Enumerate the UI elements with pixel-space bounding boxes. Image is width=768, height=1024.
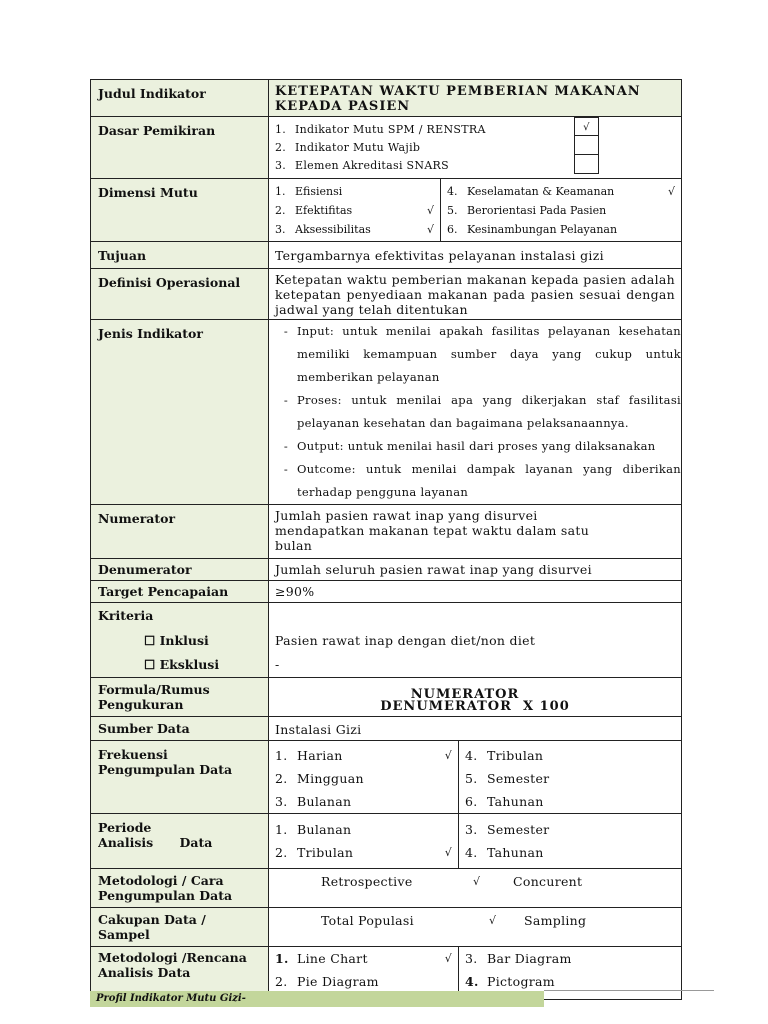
periode-cell bbox=[269, 814, 682, 869]
denumerator-value: Jumlah seluruh pasien rawat inap yang disurvei bbox=[269, 559, 682, 581]
list-item bbox=[275, 435, 681, 458]
bullet-dash: - bbox=[283, 324, 289, 338]
footer-text: Profil Indikator Mutu Gizi- bbox=[96, 993, 246, 1004]
label-formula: Formula/Rumus Pengukuran bbox=[91, 678, 269, 717]
checkbox-icon: ☐ bbox=[144, 657, 156, 672]
label-inklusi-row bbox=[98, 629, 261, 653]
list-item bbox=[465, 947, 675, 970]
item-number: 1. bbox=[275, 951, 289, 966]
item-number: 1. bbox=[275, 748, 288, 763]
label-eksklusi: Eksklusi bbox=[159, 657, 220, 672]
dimensi-right bbox=[440, 179, 681, 241]
item-number: 6. bbox=[447, 223, 458, 236]
list-item bbox=[275, 201, 434, 220]
formula bbox=[275, 681, 675, 713]
item-number: 1. bbox=[275, 122, 287, 136]
list-item bbox=[275, 138, 675, 156]
cakupan-cell bbox=[269, 908, 682, 947]
item-text: Bulanan bbox=[297, 822, 352, 837]
list-item bbox=[275, 182, 434, 201]
item-number: 3. bbox=[465, 951, 478, 966]
item-number: 1. bbox=[275, 822, 288, 837]
checkbox-column bbox=[574, 117, 599, 174]
item-number: 3. bbox=[465, 822, 478, 837]
dimensi-cell bbox=[269, 179, 682, 242]
kriteria-values bbox=[269, 603, 682, 678]
item-number: 2. bbox=[275, 974, 288, 989]
list-item bbox=[465, 767, 675, 790]
item-number: 2. bbox=[275, 204, 286, 217]
item-text: Outcome: untuk menilai dampak layanan yang diberikan terhadap pengguna layanan bbox=[297, 462, 681, 499]
label-periode-line1 bbox=[98, 820, 228, 850]
list-item bbox=[465, 841, 675, 864]
metodologi-cara-options bbox=[275, 872, 675, 889]
item-number: 5. bbox=[447, 204, 458, 217]
label-metodologi-cara: Metodologi / Cara Pengumpulan Data bbox=[91, 869, 269, 908]
list-item bbox=[275, 790, 452, 813]
item-text: Berorientasi Pada Pasien bbox=[467, 204, 607, 217]
item-text: Tribulan bbox=[297, 845, 354, 860]
item-number: 3. bbox=[275, 158, 287, 172]
indicator-profile-table bbox=[90, 79, 682, 1000]
list-item bbox=[275, 818, 452, 841]
item-text: Keselamatan & Keamanan bbox=[467, 185, 615, 198]
numerator-value: Jumlah pasien rawat inap yang disurvei mendapatkan makanan tepat waktu dalam satu bulan bbox=[269, 505, 682, 559]
label-jenis: Jenis Indikator bbox=[91, 320, 269, 505]
item-text: Aksessibilitas bbox=[295, 223, 371, 236]
item-text: Efisiensi bbox=[295, 185, 343, 198]
label-periode-word1: Periode Analisis Data bbox=[98, 820, 213, 850]
item-text: Kesinambungan Pelayanan bbox=[467, 223, 618, 236]
item-text: Pie Diagram bbox=[297, 974, 379, 989]
label-inklusi: Inklusi bbox=[159, 633, 209, 648]
footer-divider bbox=[544, 990, 714, 991]
label-dasar: Dasar Pemikiran bbox=[91, 117, 269, 179]
list-item bbox=[275, 744, 452, 767]
bullet-dash: - bbox=[283, 462, 289, 476]
list-item bbox=[275, 767, 452, 790]
label-cakupan: Cakupan Data / Sampel bbox=[91, 908, 269, 947]
option-concurent: Concurent bbox=[513, 874, 583, 889]
item-text: Semester bbox=[487, 822, 550, 837]
jenis-list bbox=[269, 320, 682, 505]
list-item bbox=[275, 320, 681, 389]
option-sampling: Sampling bbox=[524, 913, 587, 928]
label-sumber: Sumber Data bbox=[91, 717, 269, 741]
item-text: Input: untuk menilai apakah fasilitas pelayanan kesehatan memiliki kemampuan sumber daya yang cukup untuk memberikan pelayanan bbox=[297, 324, 681, 384]
indicator-title: KETEPATAN WAKTU PEMBERIAN MAKANAN KEPADA PASIEN bbox=[269, 80, 682, 117]
option-total-populasi: Total Populasi bbox=[321, 913, 414, 928]
item-number: 2. bbox=[275, 845, 288, 860]
label-tujuan: Tujuan bbox=[91, 242, 269, 269]
item-number: 3. bbox=[275, 223, 286, 236]
dasar-list bbox=[269, 117, 682, 179]
sumber-value: Instalasi Gizi bbox=[269, 717, 682, 741]
item-number: 4. bbox=[447, 185, 458, 198]
formula-cell bbox=[269, 678, 682, 717]
checkbox-icon: ☐ bbox=[144, 633, 156, 648]
item-number: 4. bbox=[465, 974, 479, 989]
list-item bbox=[275, 120, 675, 138]
list-item bbox=[465, 818, 675, 841]
list-item bbox=[447, 182, 675, 201]
formula-multiplier: X 100 bbox=[523, 699, 570, 714]
dimensi-left bbox=[269, 179, 440, 241]
check-mark: √ bbox=[473, 875, 481, 888]
check-mark: √ bbox=[667, 185, 675, 198]
cakupan-options bbox=[275, 911, 675, 928]
label-judul: Judul Indikator bbox=[91, 80, 269, 117]
eksklusi-value: - bbox=[275, 657, 280, 672]
list-item bbox=[275, 841, 452, 864]
bullet-dash: - bbox=[283, 393, 289, 407]
checkbox-empty bbox=[574, 136, 599, 155]
item-text: Harian bbox=[297, 748, 343, 763]
formula-denominator-row bbox=[275, 701, 675, 713]
item-text: Semester bbox=[487, 771, 550, 786]
frekuensi-cell bbox=[269, 741, 682, 814]
item-text: Indikator Mutu SPM / RENSTRA bbox=[295, 122, 486, 136]
label-metodologi-analisis: Metodologi /Rencana Analisis Data bbox=[91, 947, 269, 1000]
label-kriteria: Kriteria bbox=[98, 608, 154, 623]
item-number: 2. bbox=[275, 771, 288, 786]
check-mark: √ bbox=[444, 846, 452, 859]
check-mark: √ bbox=[574, 117, 599, 136]
item-text: Tahunan bbox=[487, 794, 544, 809]
item-number: 1. bbox=[275, 185, 286, 198]
list-item bbox=[275, 458, 681, 504]
label-definisi: Definisi Operasional bbox=[91, 269, 269, 320]
item-number: 6. bbox=[465, 794, 478, 809]
check-mark: √ bbox=[444, 952, 452, 965]
check-mark: √ bbox=[426, 204, 434, 217]
periode-left bbox=[269, 814, 458, 868]
item-text: Elemen Akreditasi SNARS bbox=[295, 158, 449, 172]
item-text: Line Chart bbox=[297, 951, 368, 966]
item-text: Tahunan bbox=[487, 845, 544, 860]
inklusi-value: Pasien rawat inap dengan diet/non diet bbox=[275, 633, 536, 648]
list-item bbox=[465, 790, 675, 813]
frekuensi-left bbox=[269, 741, 458, 813]
list-item bbox=[275, 389, 681, 435]
definisi-value: Ketepatan waktu pemberian makanan kepada pasien adalah ketepatan penyediaan makanan pada pasien sesuai dengan jadwal yang telah ditentukan bbox=[269, 269, 682, 320]
check-mark: √ bbox=[444, 749, 452, 762]
label-target: Target Pencapaian bbox=[91, 581, 269, 603]
bullet-dash: - bbox=[283, 439, 289, 453]
item-text: Tribulan bbox=[487, 748, 544, 763]
item-number: 3. bbox=[275, 794, 288, 809]
list-item bbox=[275, 156, 675, 174]
item-text: Pictogram bbox=[487, 974, 555, 989]
item-text: Bulanan bbox=[297, 794, 352, 809]
item-text: Efektifitas bbox=[295, 204, 353, 217]
list-item bbox=[465, 744, 675, 767]
item-text: Proses: untuk menilai apa yang dikerjakan staf fasilitasi pelayanan kesehatan dan bagaimana pelaksanaannya. bbox=[297, 393, 681, 430]
item-number: 5. bbox=[465, 771, 478, 786]
check-mark: √ bbox=[426, 223, 434, 236]
label-kriteria-cell bbox=[91, 603, 269, 678]
target-value: ≥90% bbox=[269, 581, 682, 603]
item-number: 4. bbox=[465, 845, 478, 860]
item-number: 4. bbox=[465, 748, 478, 763]
list-item bbox=[275, 947, 452, 970]
metodologi-cara-cell bbox=[269, 869, 682, 908]
list-item bbox=[447, 201, 675, 220]
label-dimensi: Dimensi Mutu bbox=[91, 179, 269, 242]
periode-right bbox=[458, 814, 681, 868]
label-eksklusi-row bbox=[98, 653, 261, 677]
label-denumerator: Denumerator bbox=[91, 559, 269, 581]
label-frekuensi: Frekuensi Pengumpulan Data bbox=[91, 741, 269, 814]
item-text: Output: untuk menilai hasil dari proses yang dilaksanakan bbox=[297, 439, 656, 453]
item-text: Indikator Mutu Wajib bbox=[295, 140, 421, 154]
item-number: 2. bbox=[275, 140, 287, 154]
tujuan-value: Tergambarnya efektivitas pelayanan instalasi gizi bbox=[269, 242, 682, 269]
item-text: Bar Diagram bbox=[487, 951, 572, 966]
list-item bbox=[447, 220, 675, 239]
check-mark: √ bbox=[489, 914, 497, 927]
list-item bbox=[275, 970, 452, 993]
label-periode bbox=[91, 814, 269, 869]
item-text: Mingguan bbox=[297, 771, 364, 786]
checkbox-empty bbox=[574, 155, 599, 174]
formula-denominator: DENUMERATOR bbox=[380, 699, 512, 714]
formula-numerator: NUMERATOR bbox=[410, 687, 520, 702]
list-item bbox=[275, 220, 434, 239]
label-numerator: Numerator bbox=[91, 505, 269, 559]
option-retrospective: Retrospective bbox=[321, 874, 413, 889]
frekuensi-right bbox=[458, 741, 681, 813]
